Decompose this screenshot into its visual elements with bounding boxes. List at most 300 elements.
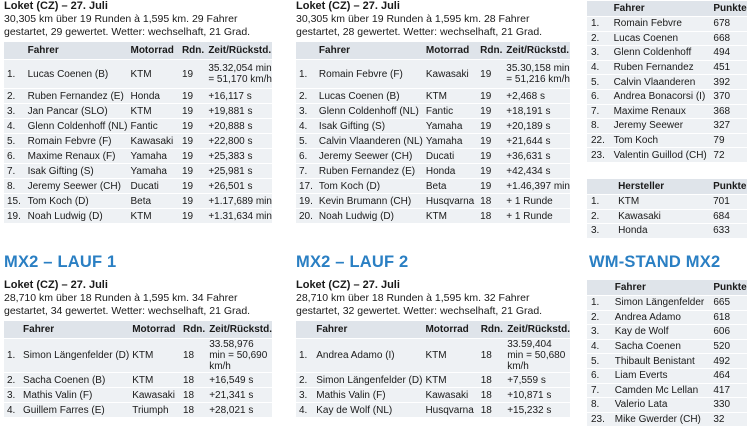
cell-position: 2. bbox=[296, 89, 316, 103]
cell-position: 4. bbox=[4, 119, 25, 133]
cell-time: +1.46,397 min bbox=[503, 179, 570, 193]
cell-points: 668 bbox=[709, 32, 747, 46]
column-header-name: Hersteller bbox=[614, 179, 709, 194]
column-header-laps: Rdn. bbox=[477, 42, 503, 59]
table-header-row bbox=[4, 42, 272, 59]
cell-rider: Noah Ludwig (D) bbox=[316, 209, 423, 223]
cell-bike: Beta bbox=[127, 194, 178, 208]
table-row bbox=[4, 119, 272, 133]
cell-points: 606 bbox=[709, 325, 747, 339]
cell-bike: Husqvarna bbox=[423, 194, 477, 208]
table-row bbox=[587, 32, 747, 46]
cell-bike: Kawasaki bbox=[423, 60, 477, 88]
cell-bike: Yamaha bbox=[423, 134, 477, 148]
cell-bike: Beta bbox=[423, 179, 477, 193]
table-row bbox=[4, 373, 272, 387]
cell-points: 520 bbox=[709, 340, 747, 354]
cell-bike: Kawasaki bbox=[129, 388, 180, 402]
cell-points: 32 bbox=[709, 413, 747, 427]
cell-bike: KTM bbox=[129, 339, 180, 372]
cell-name: Valentin Guillod (CH) bbox=[610, 148, 710, 162]
cell-rider: Simon Längenfelder (D) bbox=[313, 373, 422, 387]
cell-rider: Noah Ludwig (D) bbox=[25, 209, 128, 223]
table-row bbox=[587, 340, 747, 354]
column-header-position bbox=[587, 280, 611, 295]
results-table bbox=[296, 320, 570, 418]
cell-laps: 19 bbox=[477, 179, 503, 193]
cell-position: 1. bbox=[587, 296, 611, 310]
cell-name: Simon Längenfelder bbox=[611, 296, 710, 310]
cell-position: 1. bbox=[587, 17, 610, 31]
table-row bbox=[4, 104, 272, 118]
table-header-row bbox=[296, 42, 570, 59]
cell-time: 33.58,976 min = 50,690 km/h bbox=[206, 339, 272, 372]
cell-time: +28,021 s bbox=[206, 403, 272, 417]
cell-points: 417 bbox=[709, 384, 747, 398]
cell-rider: Jan Pancar (SLO) bbox=[25, 104, 128, 118]
cell-position: 6. bbox=[587, 369, 611, 383]
column-header-bike: Motorrad bbox=[129, 321, 180, 338]
cell-bike: Yamaha bbox=[423, 119, 477, 133]
table-row bbox=[587, 413, 747, 427]
cell-time: +20,888 s bbox=[205, 119, 272, 133]
results-table bbox=[4, 41, 272, 224]
cell-position: 6. bbox=[4, 149, 25, 163]
table-row bbox=[587, 148, 747, 162]
table-row bbox=[587, 210, 747, 224]
column-header-points: Punkte bbox=[709, 280, 747, 295]
cell-laps: 19 bbox=[477, 119, 503, 133]
table-row bbox=[587, 134, 747, 148]
section-title: WM-STAND MX2 bbox=[589, 253, 721, 271]
cell-laps: 18 bbox=[478, 373, 504, 387]
cell-position: 20. bbox=[296, 209, 316, 223]
column-header-laps: Rdn. bbox=[179, 42, 205, 59]
cell-name: Kawasaki bbox=[614, 210, 709, 224]
table-row bbox=[4, 339, 272, 372]
race-info-text: 28,710 km über 18 Runden à 1,595 km. 34 Fahrer gestartet, 34 gewertet. Wetter: wechselhaft, 21 Grad. bbox=[4, 292, 251, 317]
table-header-row bbox=[587, 179, 747, 194]
cell-time: +36,631 s bbox=[503, 149, 570, 163]
cell-points: 451 bbox=[709, 61, 747, 75]
cell-position: 7. bbox=[587, 105, 610, 119]
table-row bbox=[4, 194, 272, 208]
table-header-row bbox=[587, 1, 747, 16]
cell-position: 2. bbox=[587, 210, 614, 224]
mx2-standings bbox=[587, 279, 747, 427]
column-header-position bbox=[587, 179, 614, 194]
column-header-rider: Fahrer bbox=[313, 321, 422, 338]
cell-position: 6. bbox=[587, 90, 610, 104]
section-title: MX2 – LAUF 2 bbox=[296, 253, 409, 271]
cell-position: 3. bbox=[4, 104, 25, 118]
cell-time: +21,341 s bbox=[206, 388, 272, 402]
cell-rider: Glenn Coldenhoff (NL) bbox=[25, 119, 128, 133]
cell-name: Andrea Bonacorsi (I) bbox=[610, 90, 710, 104]
cell-position: 3. bbox=[4, 388, 20, 402]
cell-bike: KTM bbox=[129, 373, 180, 387]
cell-position: 5. bbox=[4, 134, 25, 148]
column-header-position bbox=[296, 42, 316, 59]
cell-rider: Mathis Valin (F) bbox=[20, 388, 129, 402]
column-header-rider: Fahrer bbox=[20, 321, 129, 338]
cell-time: +21,644 s bbox=[503, 134, 570, 148]
mx2-race1-block bbox=[4, 279, 276, 418]
cell-laps: 19 bbox=[179, 209, 205, 223]
table-row bbox=[587, 224, 747, 238]
table-row bbox=[4, 89, 272, 103]
cell-name: Lucas Coenen bbox=[610, 32, 710, 46]
cell-bike: KTM bbox=[127, 104, 178, 118]
cell-laps: 18 bbox=[180, 403, 206, 417]
table-row bbox=[296, 89, 570, 103]
table-row bbox=[4, 179, 272, 193]
cell-points: 368 bbox=[709, 105, 747, 119]
cell-position: 2. bbox=[4, 89, 25, 103]
results-table bbox=[4, 320, 272, 418]
column-header-name: Fahrer bbox=[611, 280, 710, 295]
cell-name: Andrea Adamo bbox=[611, 311, 710, 325]
cell-position: 23. bbox=[587, 148, 610, 162]
table-row bbox=[296, 339, 570, 372]
cell-rider: Sacha Coenen (B) bbox=[20, 373, 129, 387]
cell-position: 2. bbox=[4, 373, 20, 387]
cell-position: 3. bbox=[296, 104, 316, 118]
cell-rider: Kevin Brumann (CH) bbox=[316, 194, 423, 208]
cell-position: 4. bbox=[587, 61, 610, 75]
section-title: MX2 – LAUF 1 bbox=[4, 253, 117, 271]
table-row bbox=[587, 75, 747, 89]
cell-points: 492 bbox=[709, 354, 747, 368]
cell-name: Mike Gwerder (CH) bbox=[611, 413, 710, 427]
cell-name: Valerio Lata bbox=[611, 398, 710, 412]
cell-name: Liam Everts bbox=[611, 369, 710, 383]
cell-position: 15. bbox=[4, 194, 25, 208]
mx2-race2-block bbox=[296, 279, 568, 418]
cell-rider: Calvin Vlaanderen (NL) bbox=[316, 134, 423, 148]
table-row bbox=[587, 354, 747, 368]
cell-points: 72 bbox=[709, 148, 747, 162]
cell-bike: KTM bbox=[127, 209, 178, 223]
cell-time: +20,189 s bbox=[503, 119, 570, 133]
table-row bbox=[296, 373, 570, 387]
cell-position: 4. bbox=[587, 340, 611, 354]
cell-rider: Romain Febvre (F) bbox=[25, 134, 128, 148]
cell-laps: 19 bbox=[179, 149, 205, 163]
column-header-time: Zeit/Rückstd. bbox=[206, 321, 272, 338]
cell-bike: Ducati bbox=[423, 149, 477, 163]
cell-laps: 18 bbox=[478, 339, 504, 372]
cell-points: 370 bbox=[709, 90, 747, 104]
cell-position: 3. bbox=[587, 325, 611, 339]
results-table bbox=[296, 41, 570, 224]
table-header-row bbox=[587, 280, 747, 295]
cell-rider: Guillem Farres (E) bbox=[20, 403, 129, 417]
column-header-time: Zeit/Rückstd. bbox=[205, 42, 272, 59]
cell-position: 19. bbox=[4, 209, 25, 223]
cell-time: +16,549 s bbox=[206, 373, 272, 387]
cell-laps: 19 bbox=[477, 60, 503, 88]
cell-bike: Husqvarna bbox=[422, 403, 477, 417]
column-header-time: Zeit/Rückstd. bbox=[504, 321, 570, 338]
cell-position: 1. bbox=[296, 60, 316, 88]
cell-time: +19,881 s bbox=[205, 104, 272, 118]
cell-position: 1. bbox=[4, 339, 20, 372]
table-row bbox=[296, 194, 570, 208]
cell-position: 17. bbox=[296, 179, 316, 193]
cell-position: 7. bbox=[4, 164, 25, 178]
column-header-position bbox=[4, 42, 25, 59]
cell-name: Calvin Vlaanderen bbox=[610, 75, 710, 89]
table-row bbox=[587, 105, 747, 119]
race-info-title: Loket (CZ) – 27. Juli bbox=[4, 0, 108, 12]
cell-points: 464 bbox=[709, 369, 747, 383]
cell-rider: Kay de Wolf (NL) bbox=[313, 403, 422, 417]
cell-bike: KTM bbox=[127, 60, 178, 88]
cell-position: 3. bbox=[587, 224, 614, 238]
cell-points: 665 bbox=[709, 296, 747, 310]
cell-position: 5. bbox=[296, 134, 316, 148]
column-header-points: Punkte bbox=[709, 1, 747, 16]
cell-position: 1. bbox=[4, 60, 25, 88]
cell-points: 330 bbox=[709, 398, 747, 412]
cell-name: KTM bbox=[614, 195, 709, 209]
cell-position: 5. bbox=[587, 75, 610, 89]
cell-laps: 19 bbox=[477, 104, 503, 118]
cell-name: Romain Febvre bbox=[610, 17, 710, 31]
column-header-bike: Motorrad bbox=[127, 42, 178, 59]
cell-laps: 19 bbox=[477, 134, 503, 148]
cell-name: Maxime Renaux bbox=[610, 105, 710, 119]
cell-position: 22. bbox=[587, 134, 610, 148]
mx1-riders-standings bbox=[587, 0, 747, 163]
cell-laps: 18 bbox=[478, 388, 504, 402]
table-row bbox=[587, 17, 747, 31]
column-header-bike: Motorrad bbox=[423, 42, 477, 59]
cell-name: Ruben Fernandez bbox=[610, 61, 710, 75]
cell-time: +26,501 s bbox=[205, 179, 272, 193]
table-row bbox=[587, 61, 747, 75]
race-info-text: 30,305 km über 19 Runden à 1,595 km. 29 Fahrer gestartet, 29 gewertet. Wetter: wechselhaft, 21 Grad. bbox=[4, 13, 251, 38]
cell-time: +25,383 s bbox=[205, 149, 272, 163]
cell-rider: Tom Koch (D) bbox=[316, 179, 423, 193]
cell-position: 2. bbox=[587, 32, 610, 46]
column-header-name: Fahrer bbox=[610, 1, 710, 16]
cell-time: 35.30,158 min = 51,216 km/h bbox=[503, 60, 570, 88]
table-row bbox=[296, 403, 570, 417]
column-header-position bbox=[4, 321, 20, 338]
cell-laps: 19 bbox=[179, 134, 205, 148]
cell-rider: Isak Gifting (S) bbox=[316, 119, 423, 133]
cell-points: 618 bbox=[709, 311, 747, 325]
table-row bbox=[4, 388, 272, 402]
table-row bbox=[587, 398, 747, 412]
table-row bbox=[296, 60, 570, 88]
race-info-text: 28,710 km über 18 Runden à 1,595 km. 32 Fahrer gestartet, 32 gewertet. Wetter: wechselhaft, 21 Grad. bbox=[296, 292, 543, 317]
cell-position: 8. bbox=[587, 398, 611, 412]
cell-time: +10,871 s bbox=[504, 388, 570, 402]
cell-time: 35.32,054 min = 51,170 km/h bbox=[205, 60, 272, 88]
cell-rider: Tom Koch (D) bbox=[25, 194, 128, 208]
race-info-title: Loket (CZ) – 27. Juli bbox=[296, 0, 400, 12]
cell-laps: 18 bbox=[180, 373, 206, 387]
column-header-time: Zeit/Rückstd. bbox=[503, 42, 570, 59]
cell-position: 2. bbox=[587, 311, 611, 325]
cell-laps: 19 bbox=[179, 89, 205, 103]
cell-laps: 18 bbox=[478, 403, 504, 417]
cell-time: +1.31,634 min bbox=[205, 209, 272, 223]
cell-rider: Isak Gifting (S) bbox=[25, 164, 128, 178]
cell-rider: Andrea Adamo (I) bbox=[313, 339, 422, 372]
cell-position: 4. bbox=[296, 403, 313, 417]
table-row bbox=[296, 179, 570, 193]
table-row bbox=[296, 134, 570, 148]
cell-position: 7. bbox=[296, 164, 316, 178]
cell-bike: Kawasaki bbox=[422, 388, 477, 402]
cell-rider: Ruben Fernandez (E) bbox=[316, 164, 423, 178]
cell-time: +1.17,689 min bbox=[205, 194, 272, 208]
cell-position: 2. bbox=[296, 373, 313, 387]
cell-name: Sacha Coenen bbox=[611, 340, 710, 354]
cell-points: 327 bbox=[709, 119, 747, 133]
cell-laps: 19 bbox=[477, 89, 503, 103]
cell-laps: 18 bbox=[477, 194, 503, 208]
table-header-row bbox=[296, 321, 570, 338]
cell-laps: 19 bbox=[179, 179, 205, 193]
cell-bike: Yamaha bbox=[127, 149, 178, 163]
cell-position: 4. bbox=[296, 119, 316, 133]
column-header-points: Punkte bbox=[709, 179, 747, 194]
cell-bike: KTM bbox=[423, 89, 477, 103]
cell-rider: Glenn Coldenhoff (NL) bbox=[316, 104, 423, 118]
cell-points: 633 bbox=[709, 224, 747, 238]
cell-position: 3. bbox=[587, 46, 610, 60]
cell-time: +42,434 s bbox=[503, 164, 570, 178]
cell-rider: Ruben Fernandez (E) bbox=[25, 89, 128, 103]
table-header-row bbox=[4, 321, 272, 338]
table-row bbox=[296, 388, 570, 402]
race-info-text: 30,305 km über 19 Runden à 1,595 km. 28 Fahrer gestartet, 28 gewertet. Wetter: wechselhaft, 21 Grad. bbox=[296, 13, 543, 38]
cell-position: 1. bbox=[587, 195, 614, 209]
cell-name: Camden Mc Lellan bbox=[611, 384, 710, 398]
table-row bbox=[296, 119, 570, 133]
cell-time: +7,559 s bbox=[504, 373, 570, 387]
cell-name: Kay de Wolf bbox=[611, 325, 710, 339]
cell-name: Thibault Benistant bbox=[611, 354, 710, 368]
cell-bike: KTM bbox=[423, 209, 477, 223]
table-row bbox=[4, 164, 272, 178]
cell-time: +22,800 s bbox=[205, 134, 272, 148]
cell-rider: Lucas Coenen (B) bbox=[316, 89, 423, 103]
column-header-position bbox=[587, 1, 610, 16]
table-row bbox=[296, 104, 570, 118]
table-row bbox=[587, 195, 747, 209]
table-row bbox=[587, 384, 747, 398]
cell-position: 23. bbox=[587, 413, 611, 427]
cell-position: 3. bbox=[296, 388, 313, 402]
table-row bbox=[587, 90, 747, 104]
cell-rider: Lucas Coenen (B) bbox=[25, 60, 128, 88]
cell-time: + 1 Runde bbox=[503, 209, 570, 223]
column-header-bike: Motorrad bbox=[422, 321, 477, 338]
cell-time: +2,468 s bbox=[503, 89, 570, 103]
cell-bike: KTM bbox=[422, 339, 477, 372]
cell-points: 701 bbox=[709, 195, 747, 209]
cell-position: 1. bbox=[296, 339, 313, 372]
cell-bike: Kawasaki bbox=[127, 134, 178, 148]
table-row bbox=[296, 164, 570, 178]
table-row bbox=[4, 60, 272, 88]
cell-time: +15,232 s bbox=[504, 403, 570, 417]
column-header-laps: Rdn. bbox=[180, 321, 206, 338]
cell-points: 494 bbox=[709, 46, 747, 60]
column-header-laps: Rdn. bbox=[478, 321, 504, 338]
cell-bike: Honda bbox=[127, 89, 178, 103]
cell-rider: Simon Längenfelder (D) bbox=[20, 339, 129, 372]
cell-laps: 19 bbox=[179, 119, 205, 133]
cell-laps: 18 bbox=[180, 339, 206, 372]
cell-points: 678 bbox=[709, 17, 747, 31]
standings-table bbox=[587, 279, 747, 427]
cell-position: 4. bbox=[4, 403, 20, 417]
cell-rider: Romain Febvre (F) bbox=[316, 60, 423, 88]
cell-bike: Triumph bbox=[129, 403, 180, 417]
cell-points: 79 bbox=[709, 134, 747, 148]
cell-laps: 19 bbox=[179, 104, 205, 118]
table-row bbox=[587, 119, 747, 133]
cell-bike: Ducati bbox=[127, 179, 178, 193]
table-row bbox=[296, 209, 570, 223]
cell-rider: Jeremy Seewer (CH) bbox=[316, 149, 423, 163]
table-row bbox=[296, 149, 570, 163]
cell-laps: 18 bbox=[180, 388, 206, 402]
table-row bbox=[4, 134, 272, 148]
cell-position: 5. bbox=[587, 354, 611, 368]
cell-position: 6. bbox=[296, 149, 316, 163]
mx1-makes-standings bbox=[587, 178, 747, 239]
column-header-rider: Fahrer bbox=[316, 42, 423, 59]
cell-time: +16,117 s bbox=[205, 89, 272, 103]
mx1-race2-block bbox=[296, 0, 568, 224]
cell-bike: KTM bbox=[422, 373, 477, 387]
cell-points: 392 bbox=[709, 75, 747, 89]
cell-bike: Honda bbox=[423, 164, 477, 178]
standings-table bbox=[587, 0, 747, 163]
cell-time: +18,191 s bbox=[503, 104, 570, 118]
standings-table bbox=[587, 178, 747, 239]
cell-laps: 19 bbox=[477, 164, 503, 178]
race-info-title: Loket (CZ) – 27. Juli bbox=[4, 279, 108, 291]
cell-name: Tom Koch bbox=[610, 134, 710, 148]
race-info-title: Loket (CZ) – 27. Juli bbox=[296, 279, 400, 291]
cell-bike: Fantic bbox=[127, 119, 178, 133]
cell-rider: Jeremy Seewer (CH) bbox=[25, 179, 128, 193]
cell-position: 8. bbox=[4, 179, 25, 193]
cell-rider: Mathis Valin (F) bbox=[313, 388, 422, 402]
mx1-race1-block bbox=[4, 0, 276, 224]
cell-laps: 19 bbox=[179, 60, 205, 88]
cell-rider: Maxime Renaux (F) bbox=[25, 149, 128, 163]
table-row bbox=[4, 209, 272, 223]
cell-name: Honda bbox=[614, 224, 709, 238]
cell-time: 33.59,404 min = 50,680 km/h bbox=[504, 339, 570, 372]
table-row bbox=[4, 149, 272, 163]
table-row bbox=[587, 46, 747, 60]
cell-laps: 19 bbox=[179, 194, 205, 208]
cell-time: + 1 Runde bbox=[503, 194, 570, 208]
cell-laps: 19 bbox=[477, 149, 503, 163]
table-row bbox=[4, 403, 272, 417]
